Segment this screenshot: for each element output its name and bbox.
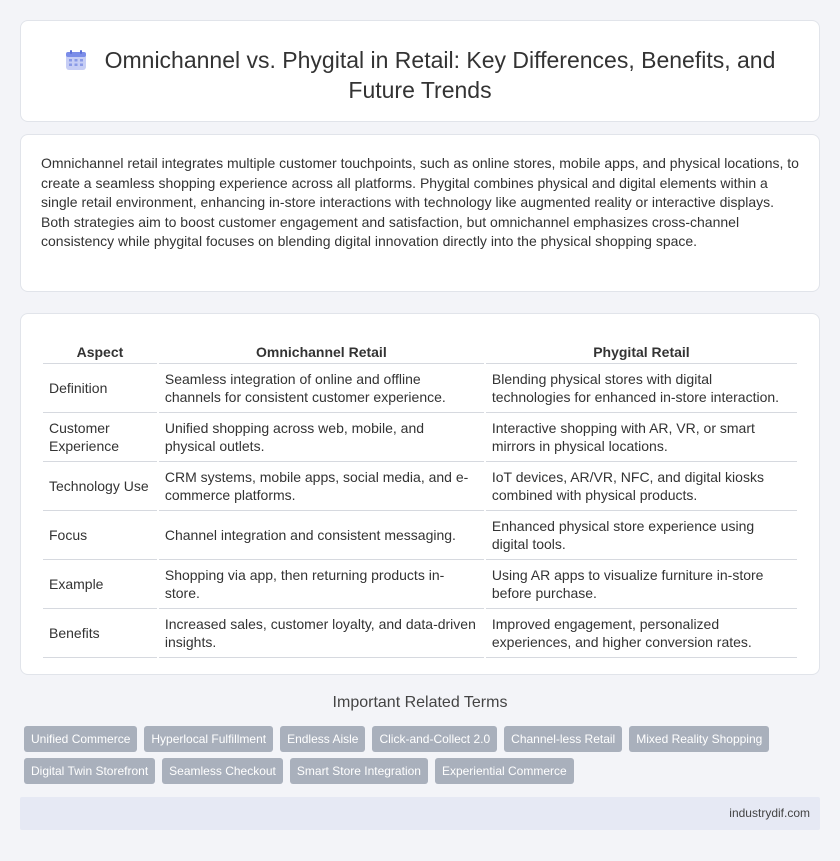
header-aspect: Aspect [43, 334, 157, 364]
row-phygital: Using AR apps to visualize furniture in-store before purchase. [486, 560, 797, 609]
table-row [43, 609, 797, 658]
row-omnichannel: Shopping via app, then returning products in-store. [159, 560, 484, 609]
related-term-tag[interactable]: Experiential Commerce [435, 758, 574, 784]
related-term-tag[interactable]: Endless Aisle [280, 726, 365, 752]
related-term-tag[interactable]: Digital Twin Storefront [24, 758, 155, 784]
comparison-card [20, 313, 820, 675]
row-phygital: Improved engagement, personalized experiences, and higher conversion rates. [486, 609, 797, 658]
intro-paragraph: Omnichannel retail integrates multiple customer touchpoints, such as online stores, mobile apps, and physical locations, to create a seamless shopping experience across all platforms. Phygital combines physical and digital elements within a single retail environment, enhancing in-store interactions with technology like augmented reality or interactive displays. Both strategies aim to boost customer engagement and satisfaction, but omnichannel emphasizes cross-channel consistency while phygital focuses on blending digital innovation directly into the physical shopping space. [41, 155, 799, 250]
table-row [43, 364, 797, 413]
related-terms-list [24, 726, 816, 784]
page-title-wrap [21, 45, 819, 105]
row-phygital: Enhanced physical store experience using digital tools. [486, 511, 797, 560]
title-card [20, 20, 820, 122]
table-header-row [43, 334, 797, 364]
footer [20, 797, 820, 830]
row-aspect: Customer Experience [43, 413, 157, 462]
row-phygital: Interactive shopping with AR, VR, or smart mirrors in physical locations. [486, 413, 797, 462]
row-omnichannel: Channel integration and consistent messaging. [159, 511, 484, 560]
row-aspect: Benefits [43, 609, 157, 658]
related-term-tag[interactable]: Channel-less Retail [504, 726, 622, 752]
table-row [43, 413, 797, 462]
related-term-tag[interactable]: Hyperlocal Fulfillment [144, 726, 273, 752]
header-omnichannel: Omnichannel Retail [159, 334, 484, 364]
table-row [43, 560, 797, 609]
related-term-tag[interactable]: Unified Commerce [24, 726, 137, 752]
table-row [43, 511, 797, 560]
related-term-tag[interactable]: Seamless Checkout [162, 758, 283, 784]
row-omnichannel: Seamless integration of online and offline channels for consistent customer experience. [159, 364, 484, 413]
table-row [43, 462, 797, 511]
row-phygital: IoT devices, AR/VR, NFC, and digital kiosks combined with physical products. [486, 462, 797, 511]
intro-card [20, 134, 820, 292]
footer-site-link[interactable]: industrydif.com [729, 806, 810, 820]
row-omnichannel: CRM systems, mobile apps, social media, and e-commerce platforms. [159, 462, 484, 511]
row-omnichannel: Unified shopping across web, mobile, and physical outlets. [159, 413, 484, 462]
related-term-tag[interactable]: Click-and-Collect 2.0 [372, 726, 497, 752]
row-phygital: Blending physical stores with digital technologies for enhanced in-store interaction. [486, 364, 797, 413]
related-terms-title: Important Related Terms [332, 694, 508, 711]
related-term-tag[interactable]: Smart Store Integration [290, 758, 428, 784]
calendar-icon [65, 49, 87, 71]
comparison-table [41, 334, 799, 658]
header-phygital: Phygital Retail [486, 334, 797, 364]
row-aspect: Definition [43, 364, 157, 413]
page-title: Omnichannel vs. Phygital in Retail: Key Differences, Benefits, and Future Trends [104, 47, 776, 103]
related-term-tag[interactable]: Mixed Reality Shopping [629, 726, 769, 752]
row-omnichannel: Increased sales, customer loyalty, and data-driven insights. [159, 609, 484, 658]
row-aspect: Example [43, 560, 157, 609]
row-aspect: Focus [43, 511, 157, 560]
row-aspect: Technology Use [43, 462, 157, 511]
